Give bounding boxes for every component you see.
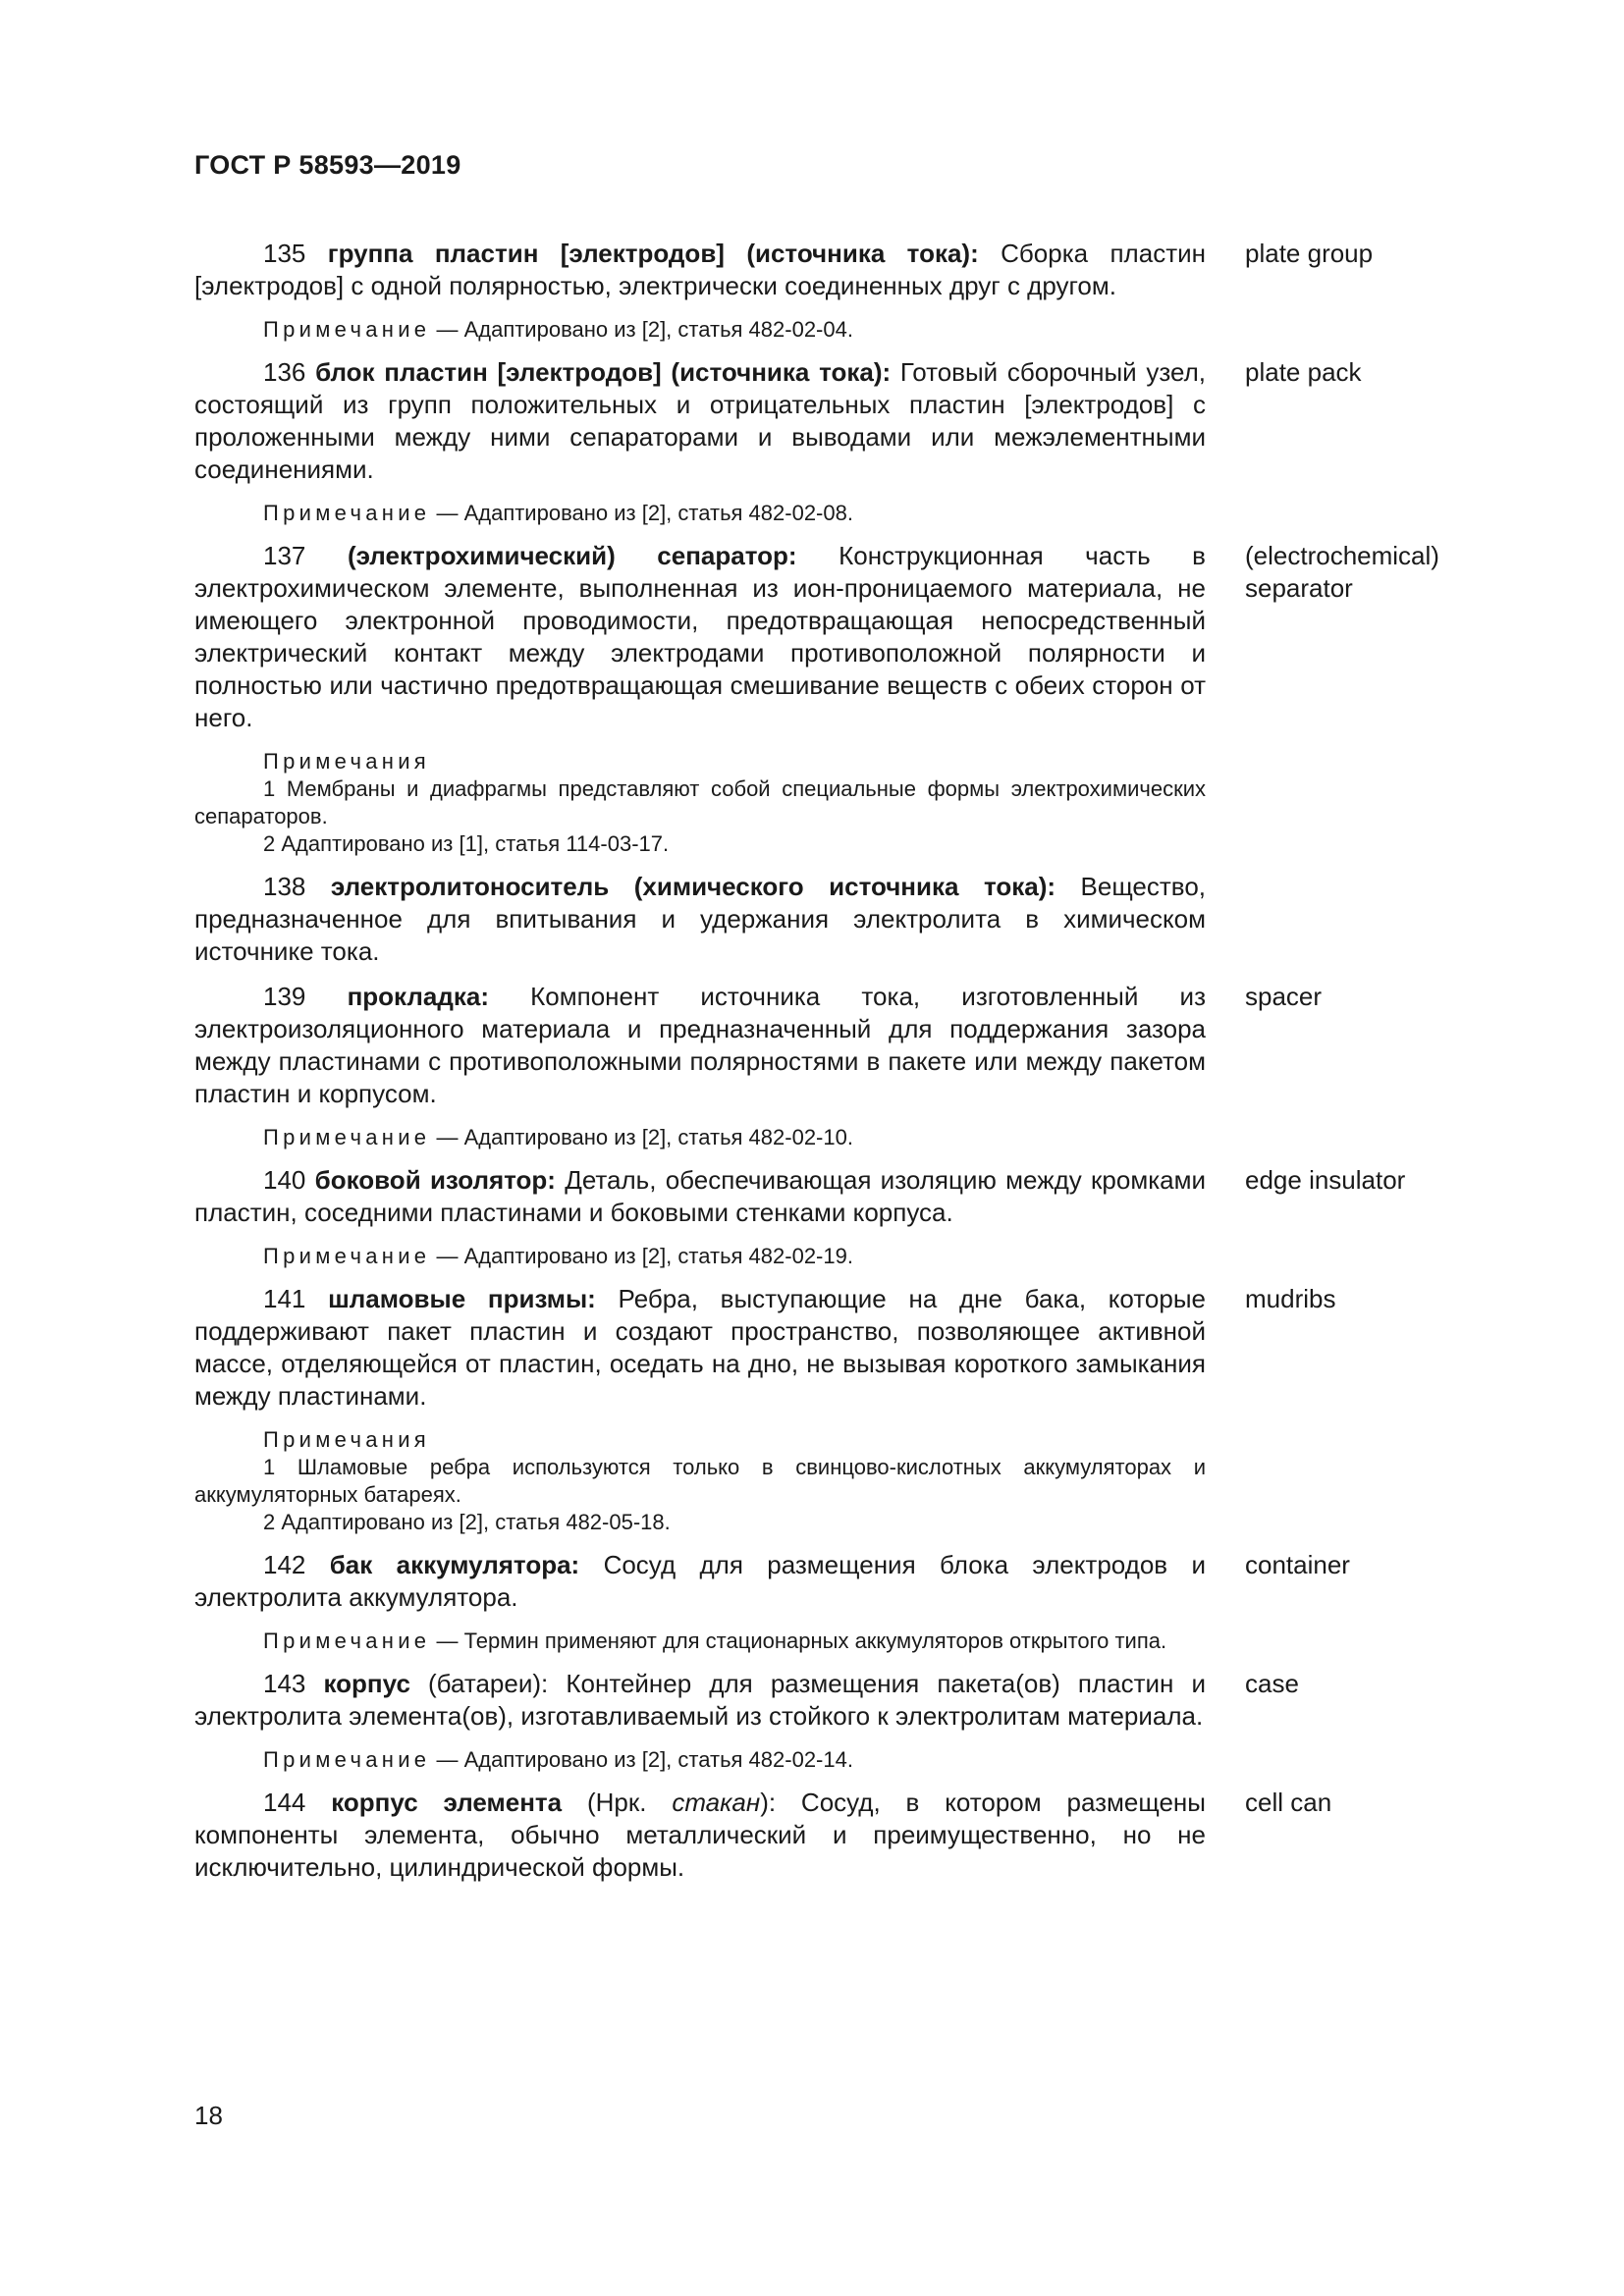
entry-main (194, 981, 1206, 1151)
definition-paragraph (194, 238, 1206, 302)
entry-number: 135 (263, 239, 306, 268)
term-name: боковой изолятор: (314, 1165, 556, 1195)
note (194, 1628, 1206, 1655)
term-entry-135 (194, 238, 1500, 344)
notes (194, 1426, 1206, 1536)
term-entry-137 (194, 540, 1500, 858)
notes (194, 748, 1206, 858)
note-label: Примечание (263, 1244, 431, 1268)
page-number: 18 (194, 2101, 223, 2130)
term-name: корпус элемента (331, 1788, 563, 1817)
note-label: Примечание (263, 1125, 431, 1149)
definition-text: Сборка пластин [электродов] с одной полярностью, электрически соединенных друг с другом. (194, 239, 1206, 300)
definition-text: Ребра, выступающие на дне бака, которые поддерживают пакет пластин и создают пространство, позволяющее активной массе, отделяющейся от пластин, оседать на дно, не вызывая короткого замыкания между пластинами. (194, 1284, 1207, 1411)
note-text: — Адаптировано из [2], статья 482-02-08. (430, 501, 853, 525)
term-name: шламовые призмы: (328, 1284, 596, 1313)
term-entry-144 (194, 1787, 1500, 1884)
note-item: 2 Адаптировано из [2], статья 482-05-18. (263, 1510, 671, 1534)
term-entry-141 (194, 1283, 1500, 1536)
definition-text: ): Сосуд, в котором размещены компоненты элемента, обычно металлический и преимущественно, но не исключительно, цилиндрической формы. (194, 1788, 1206, 1882)
entry-main (194, 871, 1206, 968)
notes-label: Примечания (263, 749, 431, 774)
definition-text: Компонент источника тока, изготовленный из электроизоляционного материала и предназначенный для поддержания зазора между пластинами с противоположными полярностями в пакете или между пакетом пластин и корпусом. (194, 982, 1206, 1108)
standard-header: ГОСТ Р 58593—2019 (194, 150, 461, 180)
term-name: корпус (323, 1669, 410, 1698)
entry-number: 144 (263, 1788, 306, 1817)
entry-main (194, 1164, 1206, 1270)
note-text: — Термин применяют для стационарных аккумуляторов открытого типа. (430, 1629, 1167, 1653)
english-term: (electrochemical) separator (1245, 541, 1439, 603)
term-entry-143 (194, 1668, 1500, 1774)
note (194, 1124, 1206, 1151)
english-term (1206, 871, 1500, 968)
note-item: 1 Шламовые ребра используются только в свинцово-кислотных аккумуляторах и аккумуляторных батареях. (194, 1455, 1206, 1507)
term-entry-140 (194, 1164, 1500, 1270)
term-name: (электрохимический) сепаратор: (347, 541, 797, 570)
definition-paragraph (194, 1164, 1206, 1229)
note-text: — Адаптировано из [2], статья 482-02-19. (430, 1244, 853, 1268)
note-label: Примечание (263, 317, 431, 342)
english-term: plate group (1245, 239, 1374, 268)
term-name: бак аккумулятора: (329, 1550, 580, 1579)
english-term: mudribs (1245, 1284, 1336, 1313)
term-name: электролитоноситель (химического источника тока): (330, 872, 1056, 901)
entry-main (194, 356, 1206, 527)
term-entry-142 (194, 1549, 1500, 1655)
entry-number: 138 (263, 872, 306, 901)
entry-number: 140 (263, 1165, 306, 1195)
definition-text: Вещество, предназначенное для впитывания и удержания электролита в химическом источнике тока. (194, 872, 1206, 966)
english-term: case (1245, 1669, 1299, 1698)
definition-paragraph (194, 1283, 1206, 1413)
note-text: — Адаптировано из [2], статья 482-02-04. (430, 317, 853, 342)
definition-text: Деталь, обеспечивающая изоляцию между кромками пластин, соседними пластинами и боковыми стенками корпуса. (194, 1165, 1207, 1227)
definition-text: (батареи): Контейнер для размещения пакета(ов) пластин и электролита элемента(ов), изготавливаемый из стойкого к электролитам материала. (194, 1669, 1206, 1731)
note-item: 1 Мембраны и диафрагмы представляют собой специальные формы электрохимических сепараторов. (194, 776, 1206, 828)
note (194, 500, 1206, 527)
note-label: Примечание (263, 1747, 431, 1772)
english-term: container (1245, 1550, 1350, 1579)
entry-number: 139 (263, 982, 306, 1011)
entry-number: 142 (263, 1550, 306, 1579)
note-item: 2 Адаптировано из [1], статья 114-03-17. (263, 831, 670, 856)
note (194, 1243, 1206, 1270)
note-label: Примечание (263, 1629, 431, 1653)
entry-number: 141 (263, 1284, 306, 1313)
definition-paragraph (194, 1668, 1206, 1733)
english-term: plate pack (1245, 357, 1362, 387)
english-term: spacer (1245, 982, 1323, 1011)
entry-main (194, 1283, 1206, 1536)
entry-number: 143 (263, 1669, 306, 1698)
note-label: Примечание (263, 501, 431, 525)
term-entry-138 (194, 871, 1500, 968)
term-name: прокладка: (347, 982, 489, 1011)
term-name: группа пластин [электродов] (источника тока): (327, 239, 979, 268)
term-entry-136 (194, 356, 1500, 527)
note (194, 316, 1206, 344)
deprecated-term: стакан (672, 1788, 761, 1817)
definition-text: Готовый сборочный узел, состоящий из групп положительных и отрицательных пластин [электродов] с проложенными между ними сепараторами и выводами или межэлементными соединениями. (194, 357, 1206, 484)
definition-prefix: (Нрк. (562, 1788, 673, 1817)
definition-paragraph (194, 540, 1206, 734)
definition-paragraph (194, 981, 1206, 1110)
entry-main (194, 1787, 1206, 1884)
notes-label: Примечания (263, 1427, 431, 1452)
english-term: edge insulator (1245, 1165, 1406, 1195)
entry-main (194, 1668, 1206, 1774)
terms-list (194, 238, 1500, 1896)
definition-paragraph (194, 356, 1206, 486)
entry-number: 136 (263, 357, 306, 387)
note-text: — Адаптировано из [2], статья 482-02-14. (430, 1747, 853, 1772)
definition-paragraph (194, 871, 1206, 968)
definition-paragraph (194, 1549, 1206, 1614)
term-name: блок пластин [электродов] (источника тока): (315, 357, 892, 387)
english-term: cell can (1245, 1788, 1332, 1817)
entry-number: 137 (263, 541, 306, 570)
note-text: — Адаптировано из [2], статья 482-02-10. (430, 1125, 853, 1149)
definition-paragraph (194, 1787, 1206, 1884)
note (194, 1746, 1206, 1774)
definition-text: Сосуд для размещения блока электродов и электролита аккумулятора. (194, 1550, 1206, 1612)
entry-main (194, 540, 1206, 858)
definition-text: Конструкционная часть в электрохимическом элементе, выполненная из ион-проницаемого материала, не имеющего электронной проводимости, предотвращающая непосредственный электрический контакт между электродами противоположной полярности и полностью или частично предотвращающая смешивание веществ с обеих сторон от него. (194, 541, 1206, 732)
term-entry-139 (194, 981, 1500, 1151)
entry-main (194, 1549, 1206, 1655)
entry-main (194, 238, 1206, 344)
